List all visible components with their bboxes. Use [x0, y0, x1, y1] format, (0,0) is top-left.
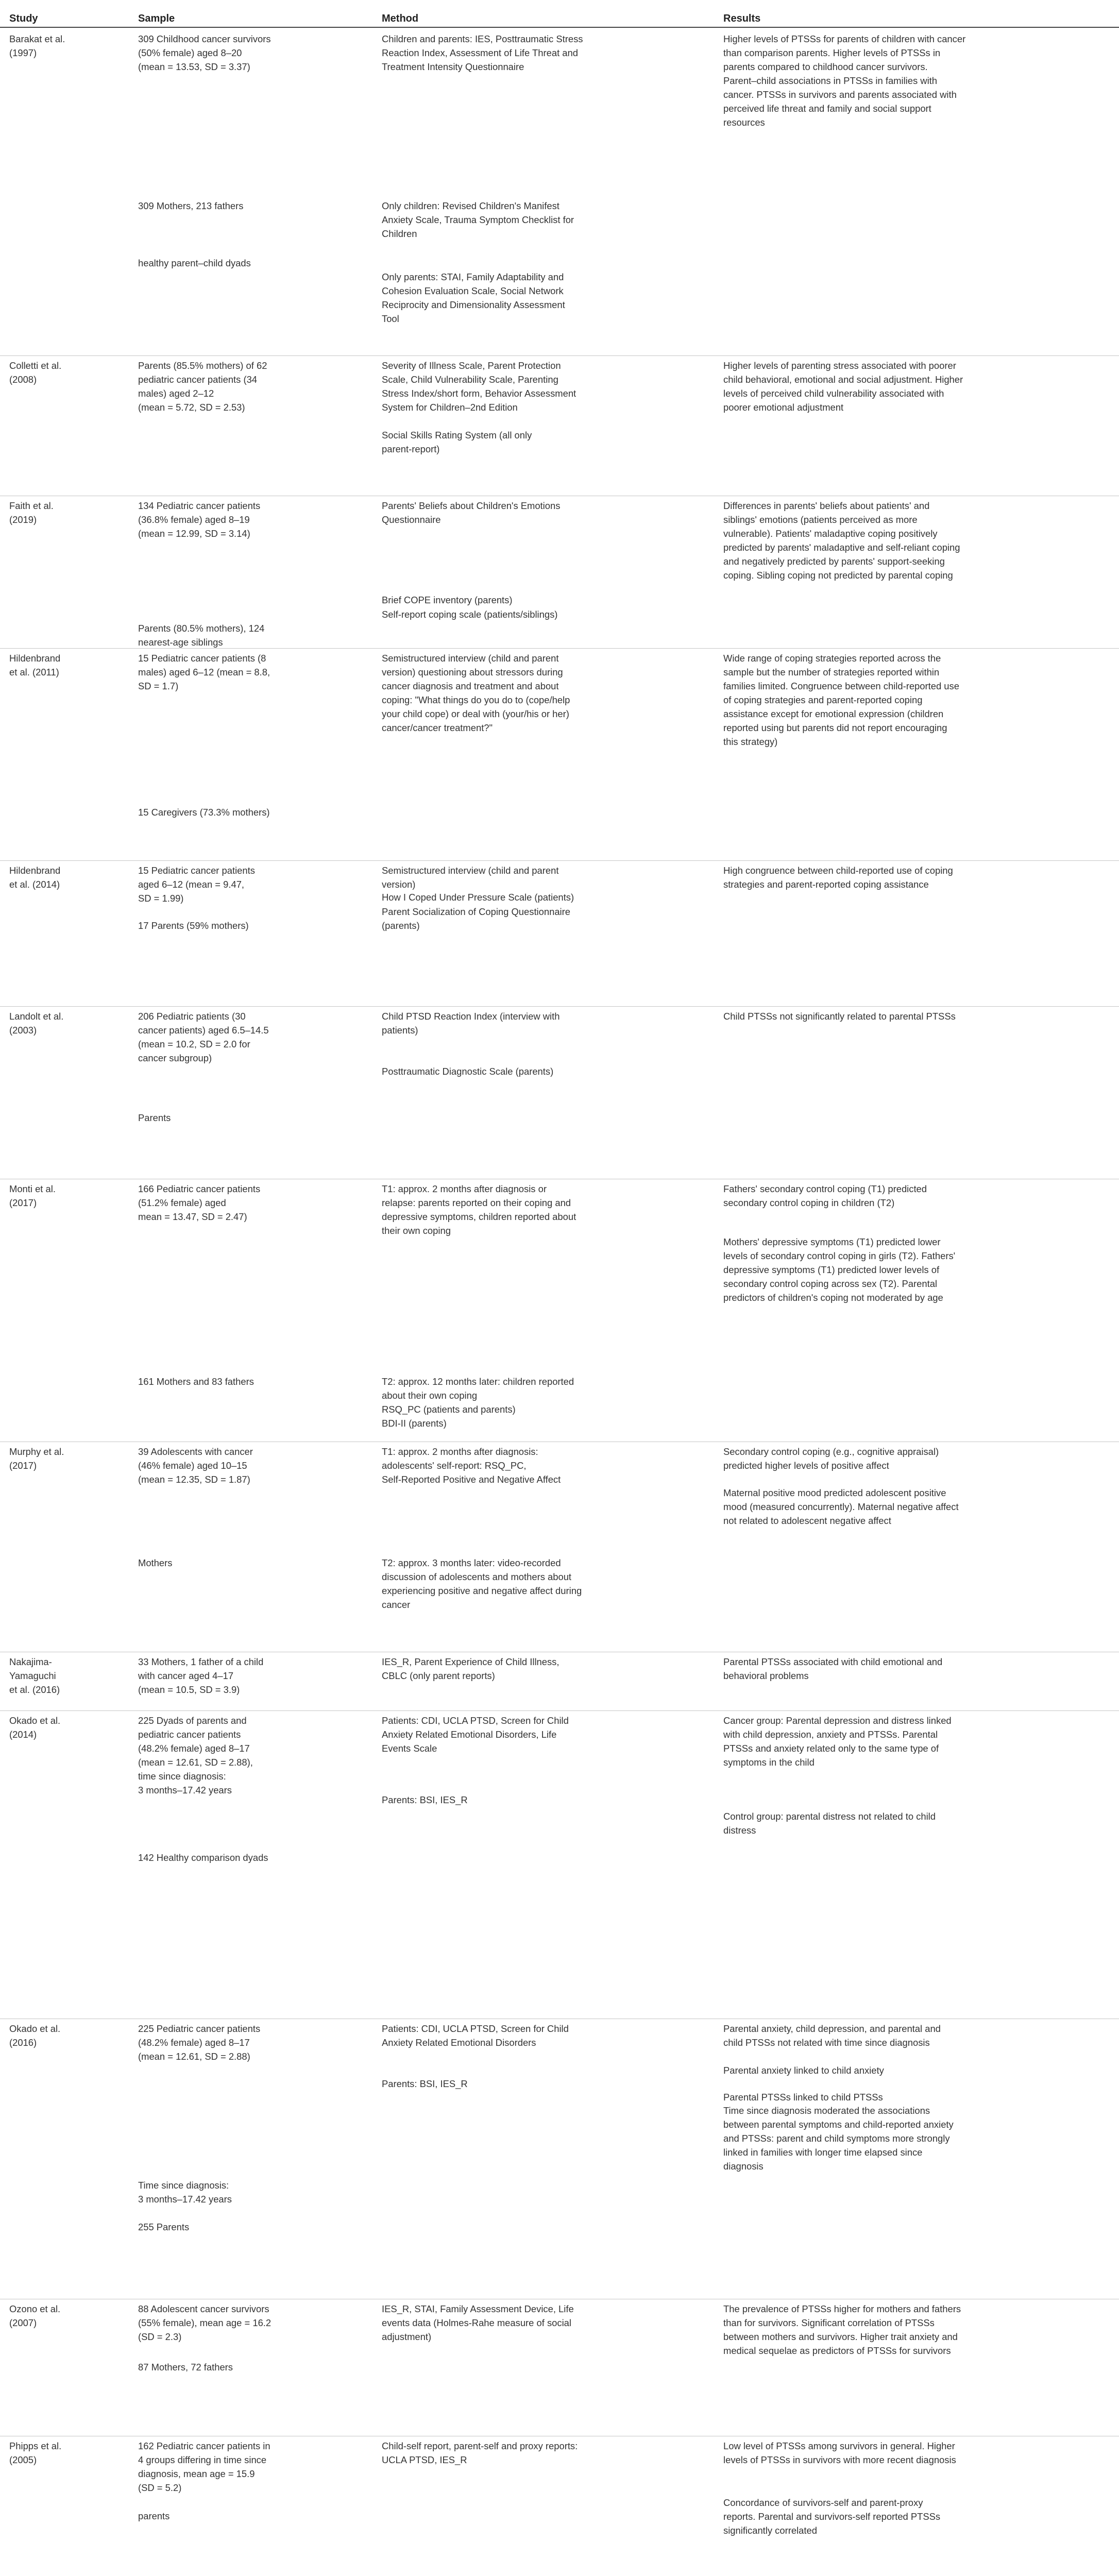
results-cell: Mothers' depressive symptoms (T1) predicted lower levels of secondary control coping in girls (T2). Fathers' depressive symptoms (T1) predicted lower levels of secondary control coping across sex (T2). Parental predictors of children's coping not moderated by age — [723, 1236, 956, 1303]
row-separator — [0, 1006, 1119, 1007]
study-cell: Monti et al. (2017) — [9, 1183, 56, 1208]
study-cell: Nakajima- Yamaguchi et al. (2016) — [9, 1656, 60, 1695]
sample-cell: healthy parent–child dyads — [138, 258, 251, 268]
sample-cell: Parents (80.5% mothers), 124 nearest-age siblings — [138, 623, 265, 648]
header-rule — [0, 27, 1119, 28]
method-cell: Child-self report, parent-self and proxy reports: UCLA PTSD, IES_R — [382, 2441, 578, 2465]
sample-cell: 309 Mothers, 213 fathers — [138, 200, 244, 211]
results-cell: Parental PTSSs associated with child emotional and behavioral problems — [723, 1656, 943, 1681]
method-cell: IES_R, Parent Experience of Child Illness, CBLC (only parent reports) — [382, 1656, 560, 1681]
results-cell: Time since diagnosis moderated the associations between parental symptoms and child-reported anxiety and PTSSs: parent and child symptoms more strongly linked in families with longer time elapsed since diagnosis — [723, 2105, 954, 2172]
sample-cell: 162 Pediatric cancer patients in 4 groups differing in time since diagnosis, mean age = 15.9 (SD = 5.2) — [138, 2441, 270, 2493]
results-cell: Secondary control coping (e.g., cognitive appraisal) predicted higher levels of positive affect — [723, 1446, 939, 1471]
sample-cell: Parents (85.5% mothers) of 62 pediatric cancer patients (34 males) aged 2–12 (mean = 5.72, SD = 2.53) — [138, 360, 267, 413]
sample-cell: 15 Pediatric cancer patients aged 6–12 (mean = 9.47, SD = 1.99) — [138, 865, 255, 904]
method-cell: Parents' Beliefs about Children's Emotions Questionnaire — [382, 500, 561, 525]
sample-cell: Time since diagnosis: 3 months–17.42 years — [138, 2180, 232, 2205]
method-cell: Patients: CDI, UCLA PTSD, Screen for Child Anxiety Related Emotional Disorders — [382, 2023, 569, 2048]
results-cell: Higher levels of parenting stress associated with poorer child behavioral, emotional and social adjustment. Higher levels of perceived child vulnerability associated with poorer emotional adjustment — [723, 360, 963, 413]
header-results: Results — [723, 13, 761, 24]
sample-cell: 225 Pediatric cancer patients (48.2% female) aged 8–17 (mean = 12.61, SD = 2.88) — [138, 2023, 261, 2062]
sample-cell: 87 Mothers, 72 fathers — [138, 2362, 233, 2372]
sample-cell: 225 Dyads of parents and pediatric cancer patients (48.2% female) aged 8–17 (mean = 12.61, SD = 2.88), time since diagnosis: 3 months–17.42 years — [138, 1715, 253, 1795]
row-separator — [0, 860, 1119, 861]
method-cell: Parent Socialization of Coping Questionnaire (parents) — [382, 906, 570, 931]
study-cell: Hildenbrand et al. (2011) — [9, 653, 61, 677]
results-cell: The prevalence of PTSSs higher for mothers and fathers than for survivors. Significant correlation of PTSSs between mothers and survivors. Higher trait anxiety and medical sequelae as predictors of PTSSs for survivors — [723, 2303, 961, 2356]
sample-cell: 134 Pediatric cancer patients (36.8% female) aged 8–19 (mean = 12.99, SD = 3.14) — [138, 500, 261, 539]
method-cell: Self-report coping scale (patients/siblings) — [382, 609, 558, 620]
method-cell: BDI-II (parents) — [382, 1418, 447, 1429]
sample-cell: 88 Adolescent cancer survivors (55% female), mean age = 16.2 (SD = 2.3) — [138, 2303, 272, 2342]
method-cell: IES_R, STAI, Family Assessment Device, Life events data (Holmes-Rahe measure of social adjustment) — [382, 2303, 574, 2342]
method-cell: Only parents: STAI, Family Adaptability and Cohesion Evaluation Scale, Social Network Reciprocity and Dimensionality Assessment Tool — [382, 272, 565, 324]
study-cell: Okado et al. (2014) — [9, 1715, 61, 1740]
study-cell: Colletti et al. (2008) — [9, 360, 62, 385]
method-cell: Social Skills Rating System (all only parent-report) — [382, 430, 532, 454]
results-cell: High congruence between child-reported use of coping strategies and parent-reported coping assistance — [723, 865, 953, 890]
sample-cell: 39 Adolescents with cancer (46% female) aged 10–15 (mean = 12.35, SD = 1.87) — [138, 1446, 253, 1485]
results-cell: Concordance of survivors-self and parent-proxy reports. Parental and survivors-self reported PTSSs significantly correlated — [723, 2497, 941, 2536]
results-cell: Cancer group: Parental depression and distress linked with child depression, anxiety and PTSSs. Parental PTSSs and anxiety related only to the same type of symptoms in the child — [723, 1715, 952, 1768]
results-cell: Parental anxiety linked to child anxiety — [723, 2065, 884, 2076]
study-cell: Landolt et al. (2003) — [9, 1011, 64, 1036]
sample-cell: 161 Mothers and 83 fathers — [138, 1376, 254, 1387]
row-separator — [0, 355, 1119, 356]
results-cell: Child PTSSs not significantly related to parental PTSSs — [723, 1011, 956, 1022]
method-cell: Semistructured interview (child and parent version) questioning about stressors during cancer diagnosis and treatment and about coping: "What things do you do to (cope/help your child cope) or deal with (your/his or her) cancer/cancer treatment?" — [382, 653, 570, 733]
method-cell: T2: approx. 12 months later: children reported about their own coping — [382, 1376, 574, 1401]
study-cell: Barakat et al. (1997) — [9, 33, 65, 58]
method-cell: T2: approx. 3 months later: video-recorded discussion of adolescents and mothers about experiencing positive and negative affect during cancer — [382, 1557, 582, 1610]
study-cell: Phipps et al. (2005) — [9, 2441, 62, 2465]
method-cell: Semistructured interview (child and parent version) — [382, 865, 559, 890]
method-cell: How I Coped Under Pressure Scale (patients) — [382, 892, 574, 903]
header-study: Study — [9, 13, 38, 24]
method-cell: Severity of Illness Scale, Parent Protection Scale, Child Vulnerability Scale, Parenting Stress Index/short form, Behavior Assessment System for Children–2nd Edition — [382, 360, 577, 413]
results-cell: Higher levels of PTSSs for parents of children with cancer than comparison parents. Higher levels of PTSSs in parents compared to childhood cancer survivors. Parent–child associations in PTSSs in families with cancer. PTSSs in survivors and parents associated with perceived life threat and family and social support resources — [723, 33, 966, 128]
results-cell: Parental PTSSs linked to child PTSSs — [723, 2092, 883, 2103]
sample-cell: Mothers — [138, 1557, 173, 1568]
sample-cell: 255 Parents — [138, 2222, 190, 2232]
method-cell: Parents: BSI, IES_R — [382, 1794, 468, 1805]
results-cell: Low level of PTSSs among survivors in general. Higher levels of PTSSs in survivors with more recent diagnosis — [723, 2441, 956, 2465]
method-cell: T1: approx. 2 months after diagnosis: adolescents' self-report: RSQ_PC, Self-Reported Positive and Negative Affect — [382, 1446, 561, 1485]
method-cell: RSQ_PC (patients and parents) — [382, 1404, 516, 1415]
row-separator — [0, 1710, 1119, 1711]
method-cell: T1: approx. 2 months after diagnosis or relapse: parents reported on their coping and depressive symptoms, children reported about their own coping — [382, 1183, 577, 1236]
method-cell: Patients: CDI, UCLA PTSD, Screen for Child Anxiety Related Emotional Disorders, Life Events Scale — [382, 1715, 569, 1754]
sample-cell: Parents — [138, 1112, 171, 1123]
sample-cell: 17 Parents (59% mothers) — [138, 920, 249, 931]
results-cell: Wide range of coping strategies reported across the sample but the number of strategies reported within families limited. Congruence between child-reported use of coping strategies and parent-reported coping assistance except for emotional expression (children reported using but parents did not report encouraging this strategy) — [723, 653, 959, 747]
header-method: Method — [382, 13, 419, 24]
method-cell: Posttraumatic Diagnostic Scale (parents) — [382, 1066, 554, 1077]
study-cell: Murphy et al. (2017) — [9, 1446, 64, 1471]
sample-cell: 142 Healthy comparison dyads — [138, 1852, 268, 1863]
results-cell: Control group: parental distress not related to child distress — [723, 1811, 936, 1836]
results-cell: Parental anxiety, child depression, and parental and child PTSSs not related with time since diagnosis — [723, 2023, 941, 2048]
study-cell: Faith et al. (2019) — [9, 500, 54, 525]
method-cell: Children and parents: IES, Posttraumatic Stress Reaction Index, Assessment of Life Threat and Treatment Intensity Questionnaire — [382, 33, 583, 72]
sample-cell: 206 Pediatric patients (30 cancer patients) aged 6.5–14.5 (mean = 10.2, SD = 2.0 for cancer subgroup) — [138, 1011, 269, 1063]
sample-cell: parents — [138, 2511, 170, 2521]
header-sample: Sample — [138, 13, 175, 24]
method-cell: Child PTSD Reaction Index (interview with patients) — [382, 1011, 560, 1036]
sample-cell: 33 Mothers, 1 father of a child with cancer aged 4–17 (mean = 10.5, SD = 3.9) — [138, 1656, 264, 1695]
sample-cell: 166 Pediatric cancer patients (51.2% female) aged mean = 13.47, SD = 2.47) — [138, 1183, 261, 1222]
sample-cell: 15 Pediatric cancer patients (8 males) aged 6–12 (mean = 8.8, SD = 1.7) — [138, 653, 270, 691]
study-cell: Ozono et al. (2007) — [9, 2303, 61, 2328]
results-cell: Maternal positive mood predicted adolescent positive mood (measured concurrently). Maternal negative affect not related to adolescent negative affect — [723, 1487, 959, 1526]
row-separator — [0, 648, 1119, 649]
study-cell: Okado et al. (2016) — [9, 2023, 61, 2048]
method-cell: Parents: BSI, IES_R — [382, 2078, 468, 2089]
method-cell: Brief COPE inventory (parents) — [382, 595, 513, 605]
study-cell: Hildenbrand et al. (2014) — [9, 865, 61, 890]
results-cell: Fathers' secondary control coping (T1) predicted secondary control coping in children (T2) — [723, 1183, 927, 1208]
results-cell: Differences in parents' beliefs about patients' and siblings' emotions (patients perceived as more vulnerable). Patients' maladaptive coping positively predicted by parents' maladaptive and self-reliant coping and negatively predicted by parents' support-seeking coping. Sibling coping not predicted by parental coping — [723, 500, 960, 581]
method-cell: Only children: Revised Children's Manifest Anxiety Scale, Trauma Symptom Checklist for Children — [382, 200, 574, 239]
sample-cell: 15 Caregivers (73.3% mothers) — [138, 807, 270, 818]
sample-cell: 309 Childhood cancer survivors (50% female) aged 8–20 (mean = 13.53, SD = 3.37) — [138, 33, 271, 72]
